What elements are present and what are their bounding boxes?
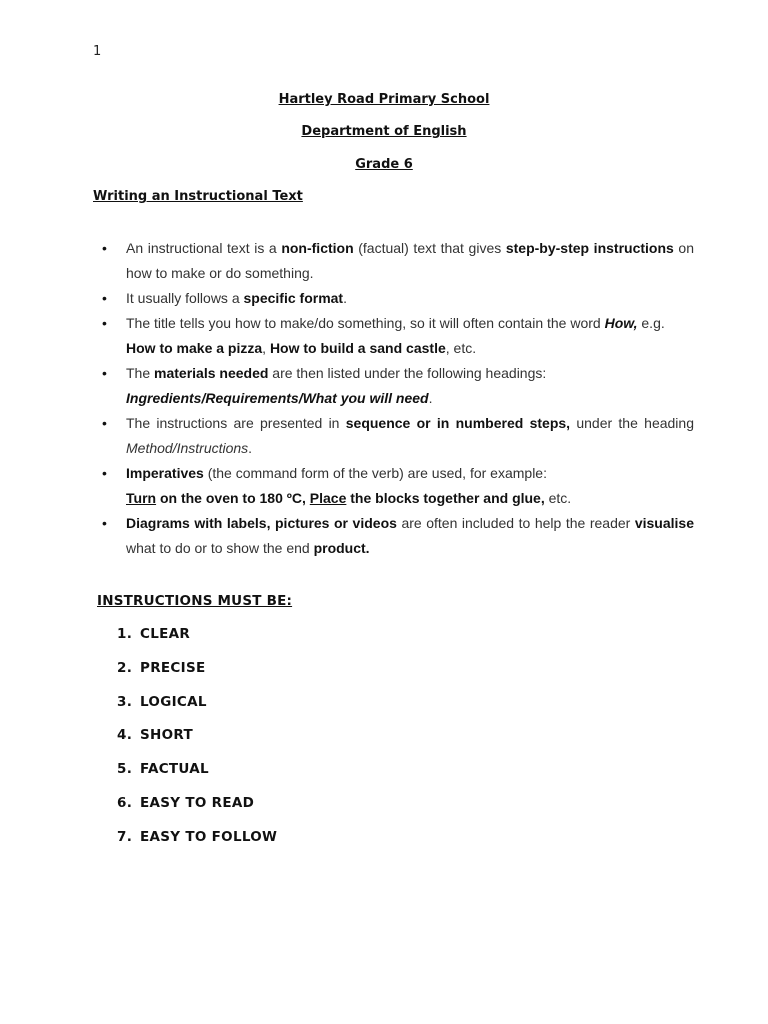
bullet-italic-text: Method/Instructions xyxy=(126,440,249,456)
bullet-text: on how to make or do something. xyxy=(126,240,694,281)
bullet-text: . xyxy=(343,290,347,306)
bullet-bold-text: visualise xyxy=(634,515,694,531)
bullet-text: e.g. xyxy=(637,315,665,331)
bullet-bold-underline-text: Place xyxy=(309,490,347,506)
bullet-text: The xyxy=(126,365,155,381)
list-item-number: 1. xyxy=(117,626,133,642)
bullet-text: (factual) text that gives xyxy=(353,240,506,256)
bullet-text: , etc. xyxy=(445,340,477,356)
instructions-must-be-heading: INSTRUCTIONS MUST BE: xyxy=(97,593,293,609)
list-item xyxy=(117,694,277,728)
bullet-bold-italic-text: Ingredients/Requirements/What you will need xyxy=(126,390,429,406)
bullet-text: . xyxy=(428,390,433,406)
bullet-item-format xyxy=(100,286,694,311)
bullet-bold-text: non-fiction xyxy=(281,240,354,256)
bullet-text: An instructional text is a xyxy=(126,240,282,256)
list-item xyxy=(117,660,277,694)
bullet-text: (the command form of the verb) are used, for example: xyxy=(203,465,547,481)
bullet-item-definition xyxy=(100,236,694,286)
list-item xyxy=(117,626,277,660)
list-item-text: PRECISE xyxy=(140,659,206,676)
grade-heading: Grade 6 xyxy=(355,157,413,172)
department-heading: Department of English xyxy=(301,124,467,139)
bullet-text: The instructions are presented in xyxy=(126,415,346,431)
section-title: Writing an Instructional Text xyxy=(93,189,303,204)
bullet-text: are then listed under the following headings: xyxy=(268,365,547,381)
list-item xyxy=(117,795,277,829)
bullet-text: are often included to help the reader xyxy=(396,515,635,531)
bullet-bold-text: specific format xyxy=(243,290,344,306)
list-item-number: 5. xyxy=(117,761,133,778)
list-item-number: 2. xyxy=(117,659,133,676)
bullet-bold-text: Imperatives xyxy=(126,465,204,481)
list-item-text: EASY TO READ xyxy=(140,794,255,811)
bullet-text: . xyxy=(248,440,253,456)
bullet-bold-text: sequence or in numbered steps, xyxy=(345,415,571,431)
list-item-text: FACTUAL xyxy=(140,761,209,778)
list-item xyxy=(117,829,277,863)
bullet-bold-text: How to build a sand castle xyxy=(269,340,446,356)
bullet-text: under the heading xyxy=(570,415,694,431)
list-item-number: 6. xyxy=(117,794,133,811)
bullet-text: , xyxy=(262,340,270,356)
list-item xyxy=(117,727,277,761)
bullet-bold-underline-text: Turn xyxy=(126,490,157,506)
page-number: 1 xyxy=(93,44,102,59)
bullet-item-imperatives xyxy=(100,461,694,511)
bullet-item-title xyxy=(100,311,694,361)
list-item-text: LOGICAL xyxy=(140,693,207,710)
bullet-text: The title tells you how to make/do something, so it will often contain the word xyxy=(126,315,605,331)
bullet-text: etc. xyxy=(544,490,572,506)
bullet-bold-text: How to make a pizza xyxy=(126,340,263,356)
bullet-text: It usually follows a xyxy=(126,290,244,306)
list-item-number: 4. xyxy=(117,727,133,744)
bullet-bold-text: materials needed xyxy=(154,365,269,381)
bullet-item-materials xyxy=(100,361,694,411)
list-item-number: 7. xyxy=(117,828,133,845)
bullet-item-sequence xyxy=(100,411,694,461)
bullet-bold-text: the blocks together and glue, xyxy=(346,490,545,506)
bullet-bold-italic-text: How, xyxy=(604,315,638,331)
list-item-text: EASY TO FOLLOW xyxy=(140,828,278,845)
bullet-list xyxy=(100,236,694,561)
bullet-bold-text: Diagrams with labels, pictures or videos xyxy=(126,515,397,531)
bullet-bold-text: on the oven to 180 ºC, xyxy=(156,490,310,506)
list-item-text: CLEAR xyxy=(140,626,191,642)
bullet-bold-text: step-by-step instructions xyxy=(505,240,674,256)
list-item xyxy=(117,761,277,795)
list-item-text: SHORT xyxy=(140,727,193,744)
bullet-item-diagrams xyxy=(100,511,694,561)
bullet-text: what to do or to show the end xyxy=(126,540,314,556)
bullet-bold-text: product. xyxy=(313,540,370,556)
list-item-number: 3. xyxy=(117,693,133,710)
school-heading: Hartley Road Primary School xyxy=(278,92,490,107)
instructions-must-be-list xyxy=(117,626,277,863)
